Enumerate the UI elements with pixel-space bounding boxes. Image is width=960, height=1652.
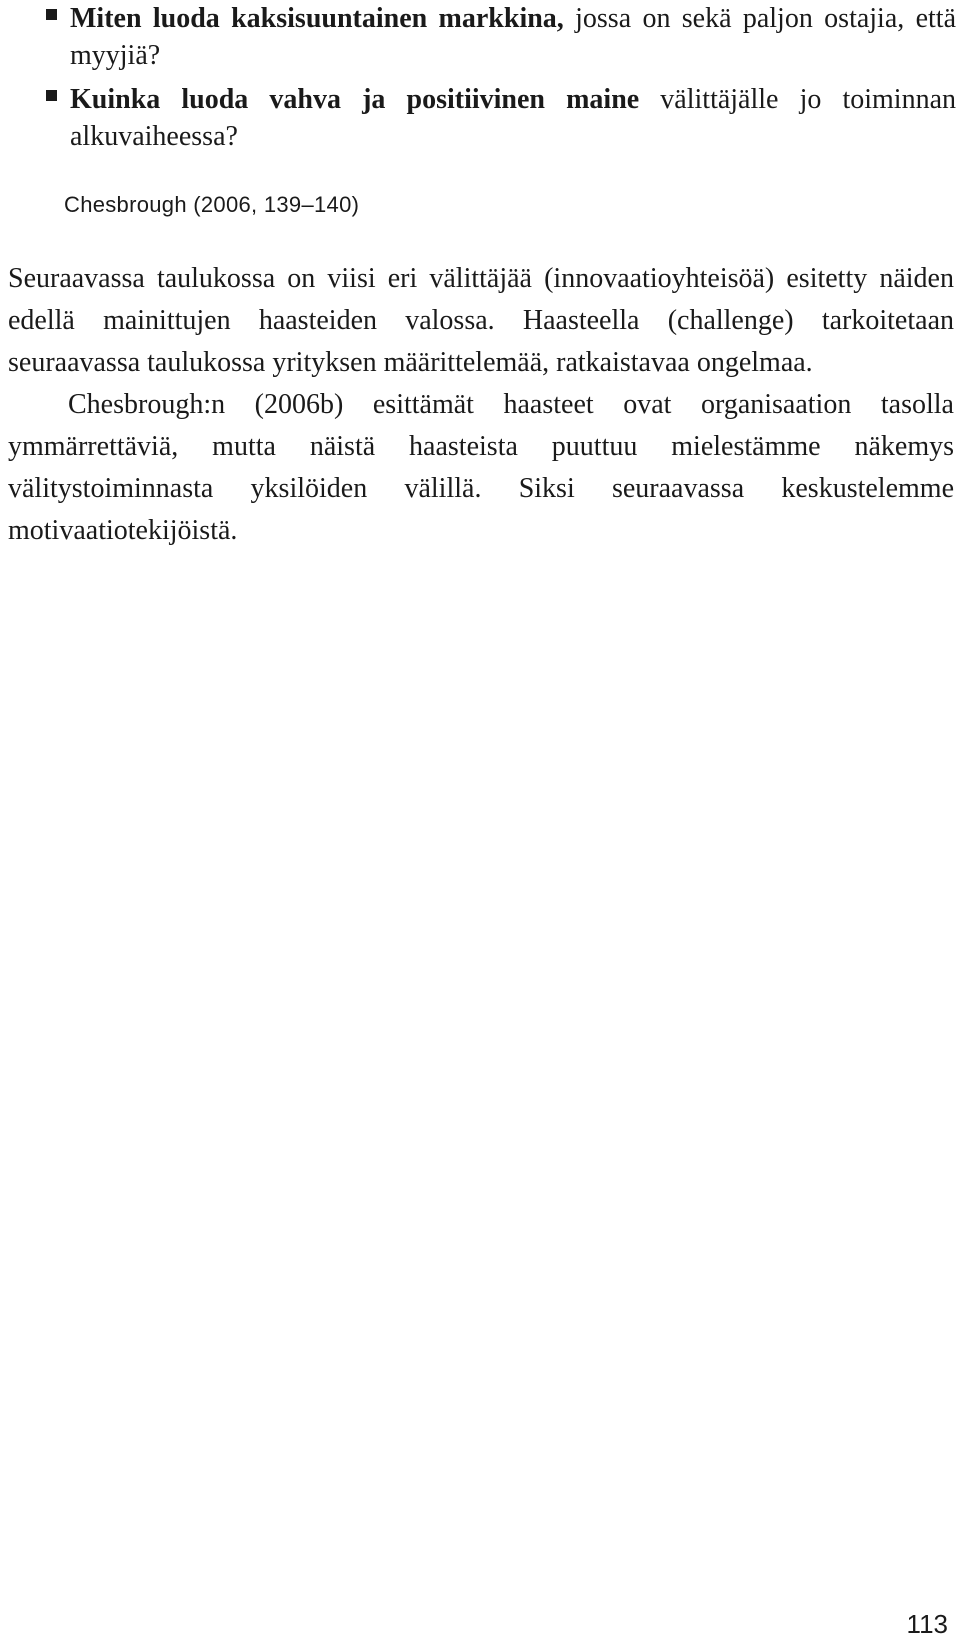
body-text bbox=[8, 258, 954, 552]
list-item bbox=[46, 0, 956, 74]
list-item bbox=[46, 81, 956, 155]
bullet-body-text: välittäjälle jo toiminnan alkuvaiheessa? bbox=[70, 84, 956, 152]
bullet-lead-text: Kuinka luoda vahva ja positiivinen maine bbox=[70, 84, 640, 115]
page-number: 113 bbox=[906, 1609, 948, 1639]
square-bullet-icon bbox=[46, 90, 57, 101]
paragraph: Seuraavassa taulukossa on viisi eri välittäjää (innovaatioyhteisöä) esitetty näiden edellä mainittujen haasteiden valossa. Haasteella (challenge) tarkoitetaan seuraavassa taulukossa yrityksen määrittelemää, ratkaistavaa ongelmaa. bbox=[8, 263, 954, 378]
source-citation: Chesbrough (2006, 139–140) bbox=[64, 192, 360, 217]
bullet-lead-text: Miten luoda kaksisuuntainen markkina, bbox=[70, 3, 564, 34]
paragraph: Chesbrough:n (2006b) esittämät haasteet ovat organisaation tasolla ymmärrettäviä, mutta näistä haasteista puuttuu mielestämme näkemys välitystoiminnasta yksilöiden välillä. Siksi seuraavassa keskustelemme motivaatiotekijöistä. bbox=[8, 389, 954, 546]
square-bullet-icon bbox=[46, 9, 57, 20]
bullet-body-text: jossa on sekä paljon ostajia, että myyjiä? bbox=[70, 3, 956, 71]
challenge-list bbox=[46, 0, 956, 162]
